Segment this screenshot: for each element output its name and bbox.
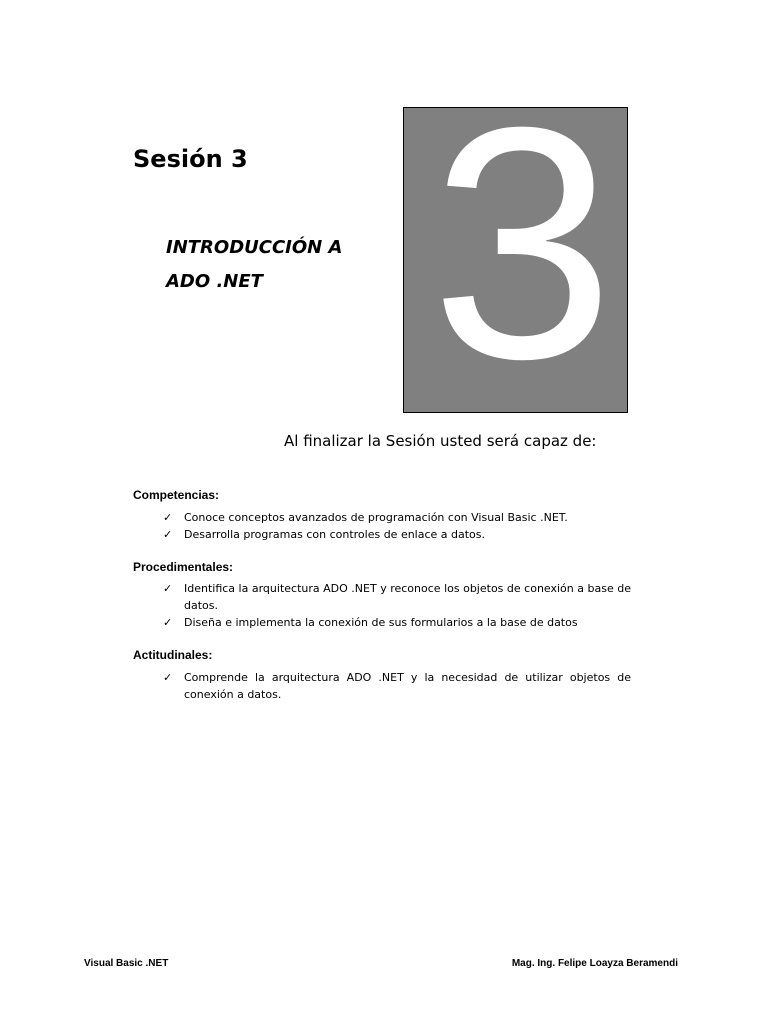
procedimentales-list: [163, 580, 631, 631]
procedimentales-heading: Procedimentales:: [133, 560, 234, 574]
session-number: 3: [430, 107, 615, 413]
session-subtitle: [166, 231, 342, 299]
actitudinales-list: [163, 669, 631, 703]
competencias-list: [163, 509, 631, 543]
list-item: ✓ Conoce conceptos avanzados de programación con Visual Basic .NET.: [163, 511, 568, 524]
list-item: ✓ Diseña e implementa la conexión de sus formularios a la base de datos: [163, 616, 578, 629]
footer-course-name: Visual Basic .NET: [84, 958, 169, 969]
session-title: Sesión 3: [133, 145, 248, 173]
check-icon: ✓: [163, 582, 173, 595]
list-item: ✓ Desarrolla programas con controles de enlace a datos.: [163, 528, 486, 541]
check-icon: ✓: [163, 616, 173, 629]
check-icon: ✓: [163, 511, 173, 524]
footer-author: Mag. Ing. Felipe Loayza Beramendi: [511, 958, 678, 969]
session-number-box: [403, 107, 628, 413]
check-icon: ✓: [163, 671, 173, 684]
subtitle-line-2: ADO .NET: [166, 271, 263, 292]
actitudinales-heading: Actitudinales:: [133, 648, 213, 662]
competencias-heading: Competencias:: [133, 488, 220, 502]
list-item: ✓ Identifica la arquitectura ADO .NET y reconoce los objetos de conexión a base de datos.: [163, 582, 631, 612]
subtitle-line-1: INTRODUCCIÓN A: [166, 237, 343, 258]
check-icon: ✓: [163, 528, 173, 541]
intro-text: Al finalizar la Sesión usted será capaz de:: [284, 432, 597, 450]
list-item: ✓ Comprende la arquitectura ADO .NET y la necesidad de utilizar objetos de conexión a datos.: [163, 671, 631, 701]
